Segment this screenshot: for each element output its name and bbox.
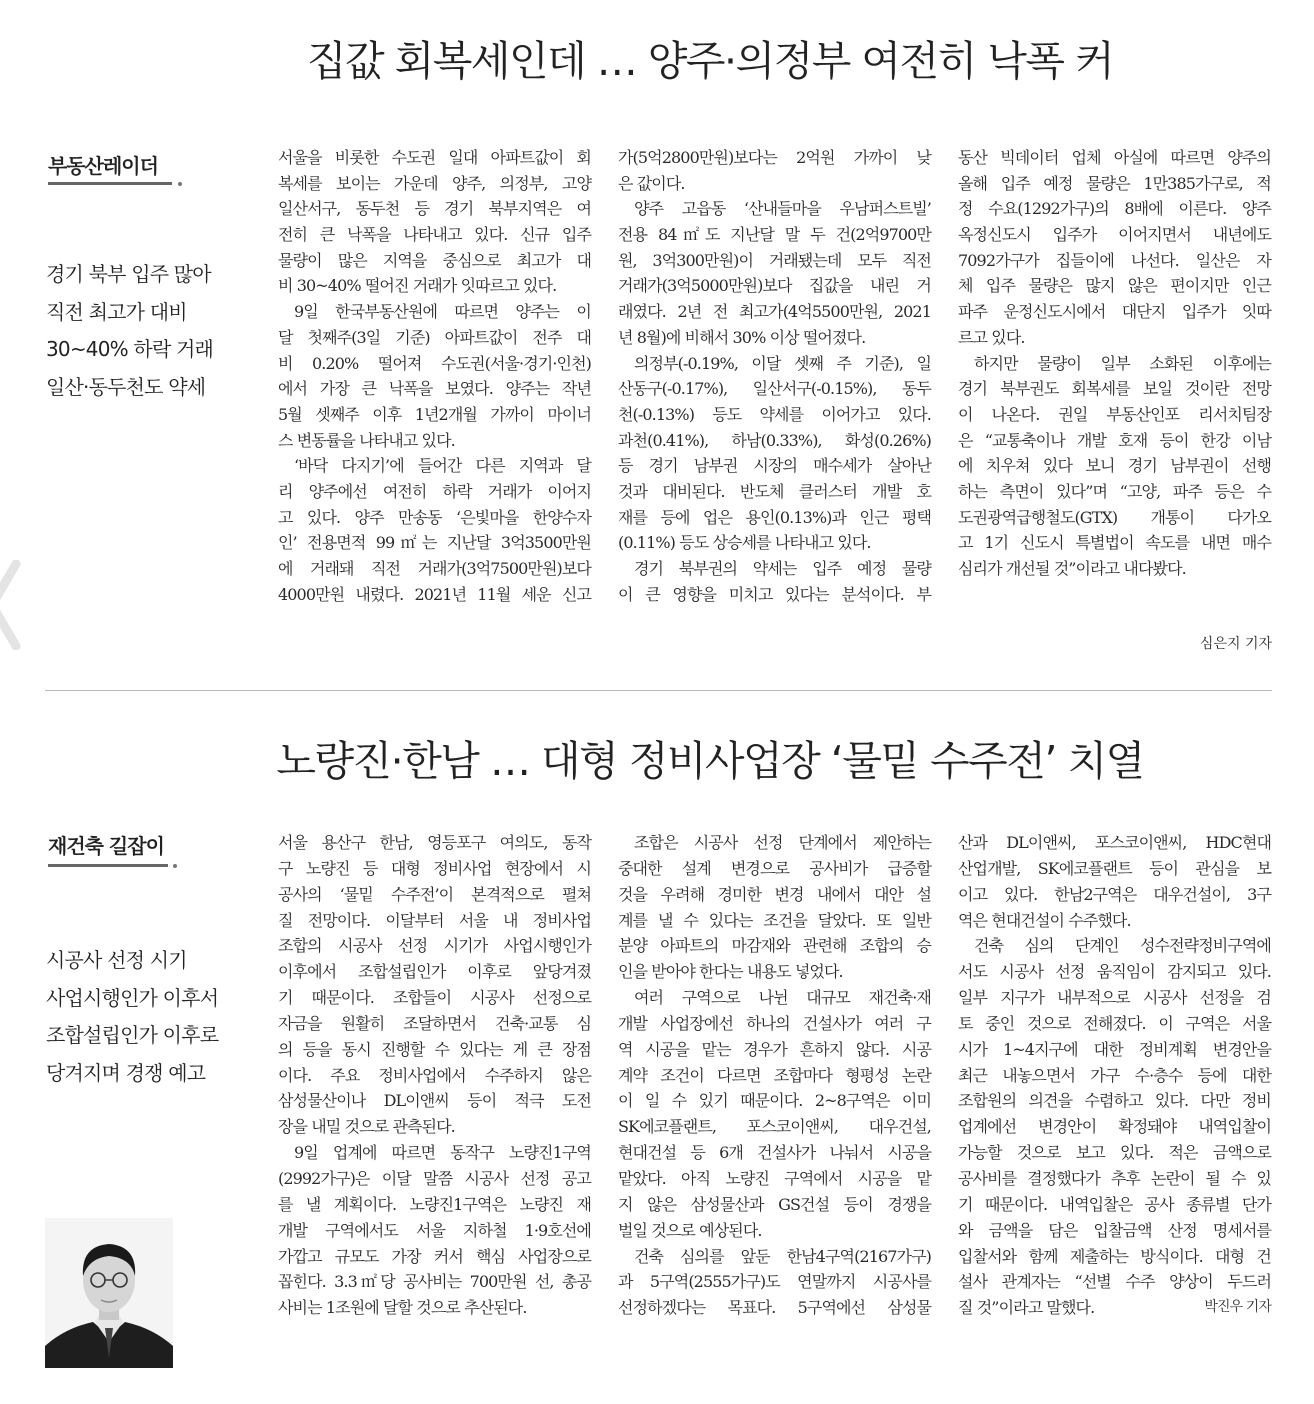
body-text-line: 심리가 개선될 것”이라고 내다봤다. [958,559,1186,578]
body-text-line: 토 중인 것으로 전해졌다. 이 구역은 서울 [958,1013,1271,1033]
body-text-line: 조합은 시공사 선정 단계에서 제안하는 [634,833,931,852]
article2-subheads [46,942,261,1092]
body-text-line: 공사비를 결정했다가 추후 논란이 될 수 있 [958,1168,1271,1188]
body-text-line: 이후에서 조합설립인가 이후로 앞당겨졌 [278,962,591,982]
body-text-line: 원, 3억300만원)이 거래됐는데 모두 직전 [618,250,931,270]
body-text-line: 과천(0.41%), 하남(0.33%), 화성(0.26%) [618,430,931,450]
body-text-line: 역은 현대건설이 수주했다. [958,910,1131,930]
body-text-line: 은 “교통축이나 개발 호재 등이 한강 이남 [958,430,1271,450]
body-text-line: 인을 받아야 한다는 내용도 넣었다. [618,962,843,982]
body-text-line: 르고 있다. [958,327,1025,347]
body-text-line: 서울을 비롯한 수도권 일대 아파트값이 회 [278,148,591,167]
body-text-line: 7092가구가 집들이에 나선다. 일산은 자 [958,250,1271,270]
section-underline [48,182,172,185]
body-text-line: 꼽힌다. 3.3㎡당 공사비는 700만원 선, 총공 [278,1272,591,1292]
body-text-line: 비 30~40% 떨어진 거래가 잇따르고 있다. [278,276,557,296]
article2-column-2 [618,830,931,1321]
reporter-photo [45,1218,173,1368]
body-text-line: 전용 84㎡도 지난달 말 두 건(2억9700만 [618,225,931,245]
article2-headline: 노량진·한남 … 대형 정비사업장 ‘물밑 수주전’ 치열 [276,737,1144,785]
body-text-line: 리 양주에선 여전히 하락 거래가 이어지 [278,481,591,501]
section-underline [48,864,168,867]
body-text-line: 지 않은 삼성물산과 GS건설 등이 경쟁을 [618,1194,931,1214]
body-text-line: 것과 대비된다. 반도체 클러스터 개발 호 [618,481,931,501]
article2-byline: 박진우 기자 [1204,1299,1271,1316]
article1-column-2 [618,145,931,607]
article1-subheads [46,256,261,406]
body-text-line: 설사 관계자는 “선별 수주 양상이 두드러 [958,1272,1271,1292]
body-text-line: 경기 북부권도 회복세를 보일 것이란 전망 [958,379,1271,399]
body-text-line: 최근 내놓으면서 가구 수·층수 등에 대한 [958,1065,1271,1085]
body-text-line: 4000만원 내렸다. 2021년 11월 세운 신고 [278,584,591,604]
body-text-line: 계약 조건이 다르면 조합마다 형평성 논란 [618,1065,931,1085]
body-text-line: 역 시공을 맡는 경우가 흔하지 않다. 시공 [618,1039,931,1059]
article2-column-1 [278,830,591,1321]
body-text-line: 를 낼 계획이다. 노량진1구역은 노량진 재 [278,1194,591,1214]
body-text-line: 이고 있다. 한남2구역은 대우건설이, 3구 [958,884,1271,904]
body-text-line: 산업개발, SK에코플랜트 등이 관심을 보 [958,858,1271,878]
body-text-line: 하는 측면이 있다”며 “고양, 파주 등은 수 [958,481,1271,501]
body-text-line: ‘바닥 다지기’에 들어간 다른 지역과 달 [294,456,591,476]
body-text-line: 물량이 많은 지역을 중심으로 최고가 대 [278,250,591,270]
body-text-line: (2992가구)은 이달 말쯤 시공사 선정 공고 [278,1168,591,1188]
body-text-line: 업계에선 변경안이 확정돼야 내역입찰이 [958,1117,1271,1137]
body-text-line: 분양 아파트의 마감재와 관련해 조합의 승 [618,936,931,956]
body-text-line: 정 수요(1292가구)의 8배에 이른다. 양주 [958,199,1271,219]
body-text-line: 시가 1~4지구에 대한 정비계획 변경안을 [958,1039,1271,1059]
body-text-line: 경기 북부권의 약세는 입주 예정 물량 [634,559,931,578]
article-divider [45,690,1272,691]
body-text-line: 기 때문이다. 조합들이 시공사 선정으로 [278,988,591,1008]
body-text-line: 의 등을 동시 진행할 수 있다는 게 큰 장점 [278,1039,591,1059]
body-text-line: 양주 고읍동 ‘산내들마을 우남퍼스트빌’ [634,199,931,219]
body-text-line: 비 0.20% 떨어져 수도권(서울·경기·인천) [278,353,591,373]
body-text-line: 가(5억2800만원)보다는 2억원 가까이 낮 [618,148,931,167]
body-text-line: 달 첫째주(3일 기준) 아파트값이 전주 대 [278,327,591,347]
subhead-line: 사업시행인가 이후서 [46,985,219,1010]
body-text-line: 서울 용산구 한남, 영등포구 여의도, 동작 [278,833,591,852]
subhead-line: 조합설립인가 이후로 [46,1023,219,1047]
body-text-line: 등 경기 남부권 시장의 매수세가 살아난 [618,456,931,476]
subhead-line: 경기 북부 입주 많아 [46,262,211,286]
body-text-line: 개발 사업장에선 하나의 건설사가 여러 구 [618,1013,931,1033]
body-text-line: 삼성물산이나 DL이앤씨 등이 적극 도전 [278,1091,591,1111]
body-text-line: 스 변동률을 나타내고 있다. [278,430,455,450]
body-text-line: 구 노량진 등 대형 정비사업 현장에서 시 [278,858,591,878]
body-text-line: 계를 낼 수 있다는 조건을 달았다. 또 일반 [618,910,931,930]
body-text-line: 의정부(-0.19%, 이달 셋째 주 기준), 일 [634,353,931,373]
body-text-line: 에 치우쳐 있다 보니 경기 남부권이 선행 [958,456,1271,476]
body-text-line: 에 거래돼 직전 거래가(3억7500만원)보다 [278,559,591,578]
article2-column-3 [958,830,1271,1321]
body-text-line: 조합의 시공사 선정 시기가 사업시행인가 [278,936,591,956]
body-text-line: 과 5구역(2555가구)도 연말까지 시공사를 [618,1272,931,1292]
body-text-line: 파주 운정신도시에서 대단지 입주가 잇따 [958,302,1271,322]
body-text-line: 건축 심의를 앞둔 한남4구역(2167가구) [634,1246,931,1266]
body-text-line: 이 나온다. 권일 부동산인포 리서치팀장 [958,404,1271,424]
body-text-line: 고 1기 신도시 특별법이 속도를 내면 매수 [958,533,1271,553]
article1-byline: 심은지 기자 [1199,636,1272,652]
body-text-line: 개발 구역에서도 서울 지하철 1·9호선에 [278,1220,591,1240]
body-text-line: 맡았다. 아직 노량진 구역에서 시공을 맡 [618,1168,931,1188]
body-text-line: 건축 심의 단계인 성수전략정비구역에 [974,936,1271,956]
body-text-line: SK에코플랜트, 포스코이앤씨, 대우건설, [618,1117,931,1137]
body-text-line: 옥정신도시 입주가 이어지면서 내년에도 [958,225,1271,245]
chevron-left-icon[interactable] [0,560,26,650]
body-text-line: 서도 시공사 선정 움직임이 감지되고 있다. [958,962,1271,982]
body-text-line: 가깝고 규모도 가장 커서 핵심 사업장으로 [278,1246,591,1266]
body-text-line: 복세를 보이는 가운데 양주, 의정부, 고양 [278,173,591,193]
body-text-line: 벌일 것으로 예상된다. [618,1220,762,1240]
subhead-line: 30~40% 하락 거래 [46,337,214,361]
body-text-line: 인’ 전용면적 99㎡는 지난달 3억3500만원 [278,533,591,553]
body-text-line: 가능할 것으로 보고 있다. 적은 금액으로 [958,1143,1271,1163]
article1-section-label: 부동산레이더 [48,154,158,178]
body-text-line: 은 값이다. [618,173,685,193]
body-text-line: 질 전망이다. 이달부터 서울 내 정비사업 [278,910,591,930]
body-text-line: 9일 업계에 따르면 동작구 노량진1구역 [294,1143,591,1163]
body-text-line: 입찰서와 함께 제출하는 방식이다. 대형 건 [958,1246,1271,1266]
body-text-line: 자금을 원활히 조달하면서 건축·교통 심 [278,1013,591,1033]
body-text-line: 체 입주 물량은 많지 않은 편이지만 인근 [958,276,1271,296]
body-text-line: 고 있다. 양주 만송동 ‘은빛마을 한양수자 [278,507,591,527]
body-text-line: 에서 가장 큰 낙폭을 보였다. 양주는 작년 [278,379,591,399]
body-text-line: 5월 셋째주 이후 1년2개월 가까이 마이너 [278,404,591,424]
body-text-line: 년 8월)에 비해서 30% 이상 떨어졌다. [618,327,866,347]
body-text-line: 여러 구역으로 나뉜 대규모 재건축·재 [634,988,931,1008]
body-text-line: 현대건설 등 6개 건설사가 나눠서 시공을 [618,1143,931,1163]
body-text-line: 하지만 물량이 일부 소화된 이후에는 [974,353,1271,373]
subhead-line: 일산·동두천도 약세 [46,374,206,399]
body-text-line: 기 때문이다. 내역입찰은 공사 종류별 단가 [958,1194,1271,1214]
article2-section-label: 재건축 길잡이 [48,834,164,858]
body-text-line: 이 일 수 있기 때문이다. 2~8구역은 이미 [618,1091,931,1111]
body-text-line: 전히 큰 낙폭을 나타내고 있다. 신규 입주 [278,225,591,245]
body-text-line: 조합원의 의견을 수렴하고 있다. 다만 정비 [958,1091,1271,1111]
reporter-portrait-image [45,1218,173,1368]
body-text-line: 와 금액을 담은 입찰금액 산정 명세서를 [958,1220,1271,1240]
subhead-line: 직전 최고가 대비 [46,299,187,324]
body-text-line: 천(-0.13%) 등도 약세를 이어가고 있다. [618,404,931,424]
article1-column-1 [278,145,591,607]
body-text: 질 것”이라고 말했다. [958,1298,1095,1318]
body-text-line: 공사의 ‘물밑 수주전’이 본격적으로 펼쳐 [278,884,591,904]
body-text-line: 선정하겠다는 목표다. 5구역에선 삼성물 [618,1298,931,1318]
article1-column-3 [958,145,1271,582]
body-text-line: 올해 입주 예정 물량은 1만385가구로, 적 [958,173,1271,193]
body-text-line: 동산 빅데이터 업체 아실에 따르면 양주의 [958,148,1271,167]
section-dot [178,182,182,186]
body-text-line: 일산서구, 동두천 등 경기 북부지역은 여 [278,199,591,219]
body-text-line: 일부 지구가 내부적으로 시공사 선정을 검 [958,988,1271,1008]
body-text-line: 도권광역급행철도(GTX) 개통이 다가오 [958,507,1271,527]
body-text-line: 래였다. 2년 전 최고가(4억5500만원, 2021 [618,302,931,322]
body-text-line: 거래가(3억5000만원)보다 집값을 내린 거 [618,276,931,296]
body-text-line: 9일 한국부동산원에 따르면 양주는 이 [294,302,591,322]
subhead-line: 시공사 선정 시기 [46,948,187,972]
body-text-line: 중대한 설계 변경으로 공사비가 급증할 [618,858,931,878]
body-text-line: 이다. 주요 정비사업에서 수주하지 않은 [278,1065,591,1085]
body-text-line: 장을 내밀 것으로 관측된다. [278,1117,455,1137]
body-text-line: 산동구(-0.17%), 일산서구(-0.15%), 동두 [618,379,931,399]
body-text-line: 이 큰 영향을 미치고 있다는 분석이다. 부 [618,584,931,604]
section-dot [173,864,177,868]
body-text-line: 것을 우려해 경미한 변경 내에서 대안 설 [618,884,931,904]
body-text-line: 재를 등에 업은 용인(0.13%)과 인근 평택 [618,507,931,527]
body-text-line: 산과 DL이앤씨, 포스코이앤씨, HDC현대 [958,833,1271,852]
body-text-line: (0.11%) 등도 상승세를 나타내고 있다. [618,533,871,553]
body-text-line: 사비는 1조원에 달할 것으로 추산된다. [278,1298,527,1318]
subhead-line: 당겨지며 경쟁 예고 [46,1060,206,1085]
body-text-line [958,1295,1271,1321]
article1-headline: 집값 회복세인데 … 양주·의정부 여전히 낙폭 커 [306,37,1114,85]
